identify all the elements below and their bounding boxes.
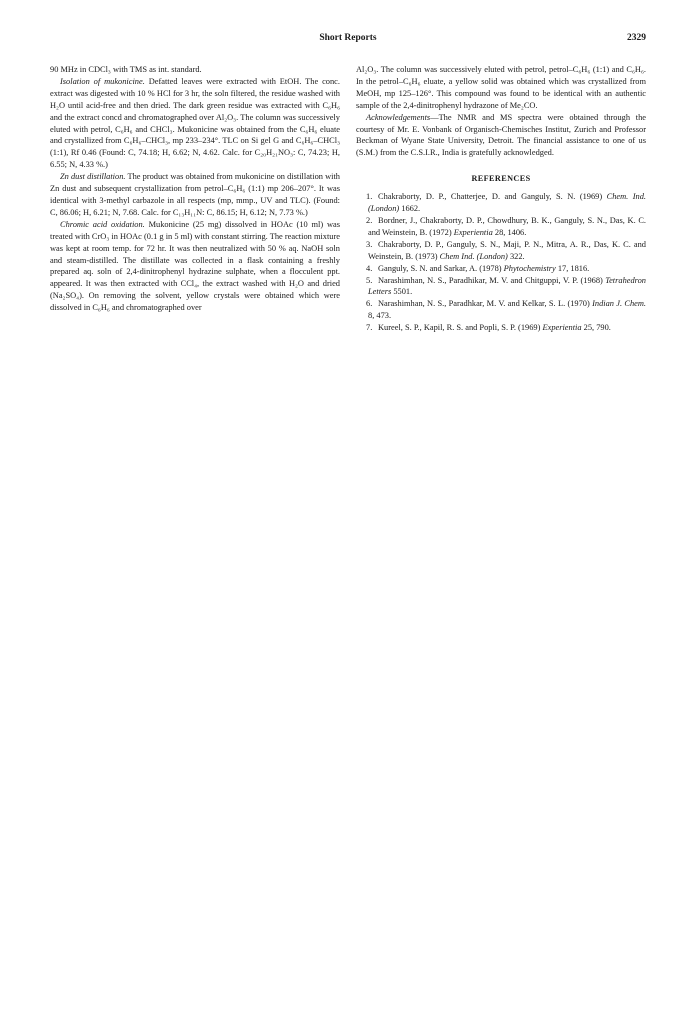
reference-details: 1662. [399,204,421,214]
reference-details: 28, 1406. [492,227,527,237]
continuation-paragraph: Al₂O₃. The column was successively eluted with petrol, petrol–C₆H₆ (1:1) and C₆H₆. In the petrol–C₆H₆ eluate, a yellow solid was obtained which was crystallized from MeOH, mp 125–126°. This compound was found to be identical with an authentic sample of the 2,4-dinitrophenyl hydrazone of Me₂CO. [356,65,646,110]
reference-authors: Narashimhan, N. S., Paradhikar, M. V. and Chitguppi, V. P. (1968) [378,275,606,285]
reference-item [356,239,646,263]
reference-item [356,298,646,322]
left-column [50,64,340,314]
chromic-paragraph [50,219,340,314]
zinc-heading: Zn dust distillation. [60,172,126,182]
nmr-note: 90 MHz in CDCl₃ with TMS as int. standard. [50,65,202,74]
reference-number: 4. [366,263,373,273]
reference-authors: Ganguly, S. N. and Sarkar, A. (1978) [378,263,504,273]
reference-authors: Kureel, S. P., Kapil, R. S. and Popli, S. P. (1969) [378,323,543,333]
reference-journal: Experientia [542,323,582,333]
zinc-paragraph [50,171,340,219]
reference-details: 5501. [391,287,413,297]
reference-number: 7. [366,323,373,333]
reference-authors: Narashimhan, N. S., Paradhkar, M. V. and Kelkar, S. L. (1970) [378,299,593,309]
reference-number: 6. [366,299,373,309]
chromic-heading: Chromic acid oxidation. [60,219,145,229]
reference-number: 2. [366,215,373,225]
reference-list [356,191,646,334]
reference-authors: Chakraborty, D. P., Chatterjee, D. and Ganguly, S. N. (1969) [378,192,607,202]
reference-number: 1. [366,192,373,202]
reference-details: 25, 790. [581,323,611,333]
reference-number: 5. [366,275,373,285]
zinc-text: The product was obtained from mukonicine on distillation with Zn dust and subsequent crystallization from petrol–C₆H₆ (1:1) mp 206–207°. It was identical with 3-methyl carbazole in all respects (mp, mmp., UV and TLC). (Found: C, 86.06; H, 6.21; N, 7.68. Calc. for C₁₃H₁₁N: C, 86.15; H, 6.12; N, 7.73 %.) [50,172,340,217]
reference-details: 322. [507,251,525,261]
isolation-heading: Isolation of mukonicine. [60,76,145,86]
reference-item [356,322,646,334]
reference-item [356,191,646,215]
running-title: Short Reports [319,33,377,43]
acknowledgements-text: —The NMR and MS spectra were obtained through the courtesy of Mr. E. Vonbank of Organisch-Chemisches Institut, Zurich and Professor Beckman of Wyane State University, Detroit. The financial assistance to one of us (S.M.) from the C.S.I.R., India is gratefully acknowledged. [356,112,646,158]
right-column [356,64,646,334]
reference-journal: Tetrahedron Letters [368,275,646,297]
acknowledgements-heading: Acknowledgements [366,112,431,122]
isolation-text: Defatted leaves were extracted with EtOH. The conc. extract was digested with 10 % HCl for 3 hr, the soln filtered, the residue washed with H₂O until acid-free and then dried. The dark green residue was extracted with C₆H₆ and the extract concd and chromatographed over Al₂O₃. The column was successively eluted with petrol, C₆H₆ and CHCl₃. Mukonicine was obtained from the C₆H₆ eluate and crystallized from C₆H₆–CHCl₃, mp 233–234°. TLC on Si gel G and C₆H₆–CHCl₃ (1:1), Rf 0.46 (Found: C, 74.18; H, 6.62; N, 4.62. Calc. for C₂₀H₂₁NO₃: C, 74.23; H, 6.55; N, 4.33 %.) [50,76,340,170]
reference-journal: Experientia [453,227,493,237]
reference-item [356,215,646,239]
acknowledgements-paragraph [356,112,646,160]
reference-journal: Chem Ind. (London) [439,251,508,261]
references-heading: REFERENCES [471,174,531,184]
page-number: 2329 [627,33,646,43]
reference-journal: Phytochemistry [503,263,556,273]
reference-journal: Indian J. Chem. [592,299,646,309]
reference-item [356,275,646,299]
reference-authors: Chakraborty, D. P., Ganguly, S. N., Maji, P. N., Mitra, A. R., Das, K. C. and Weinstein, B. (1973) [368,239,646,261]
isolation-paragraph [50,76,340,171]
reference-number: 3. [366,239,373,249]
reference-details: 17, 1816. [555,263,590,273]
reference-item [356,263,646,275]
reference-journal: Chem. Ind. (London) [368,192,646,214]
reference-details: 8, 473. [368,311,392,321]
running-header [50,33,646,47]
reference-authors: Bordner, J., Chakraborty, D. P., Chowdhury, B. K., Ganguly, S. N., Das, K. C. and Weinstein, B. (1972) [368,215,646,237]
chromic-text: Mukonicine (25 mg) dissolved in HOAc (10 ml) was treated with CrO₃ in HOAc (0.1 g in 5 ml) with constant stirring. The reaction mixture was kept at room temp. for 72 hr. It was then neutralized with 50 % aq. NaOH soln and steam-distilled. The distillate was collected in a flask containing a freshly prepared aq. soln of 2,4-dinitrophenyl hydrazine sulphate, when a flocculent ppt. appeared. It was then extracted with CCl₄, the extract washed with H₂O and dried (Na₂SO₄). On removing the solvent, yellow crystals were obtained which were dissolved in C₆H₆ and chromatographed over [50,219,340,313]
